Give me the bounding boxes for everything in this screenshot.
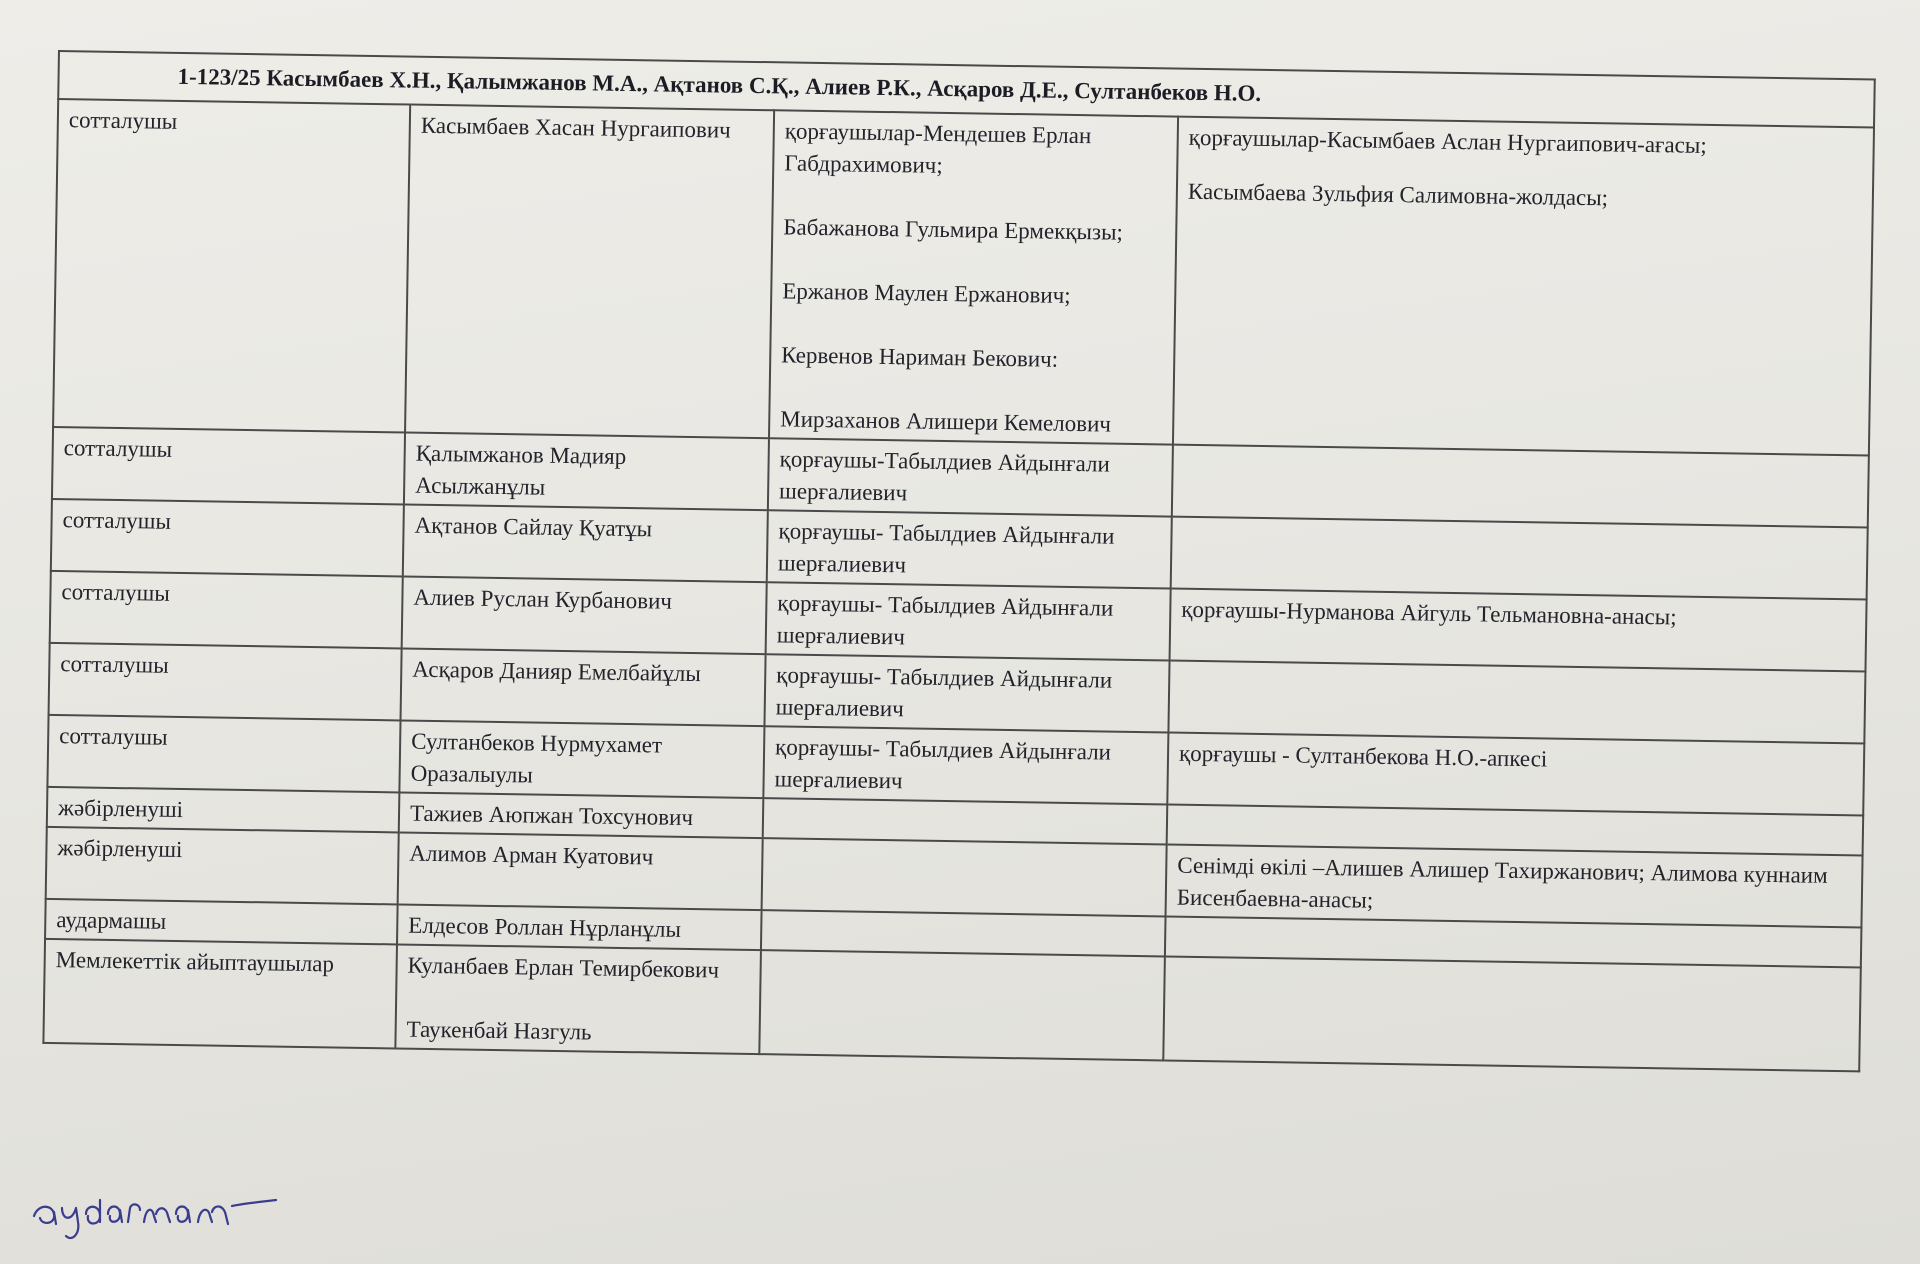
participant-role: сотталушы: [60, 651, 169, 678]
defender-entry: қорғаушы-Табылдиев Айдынғали шерғалиевич: [778, 446, 1110, 506]
defender-entry: Ержанов Маулен Ержанович;: [782, 278, 1071, 308]
defender-entry: қорғаушы- Табылдиев Айдынғали шерғалиевич: [776, 590, 1114, 650]
participant-role: сотталушы: [59, 723, 168, 750]
participant-role-cell: [50, 571, 403, 649]
participant-role: сотталушы: [61, 579, 171, 606]
participant-role: жәбірленуші: [57, 795, 184, 823]
defender-cell: [762, 838, 1167, 916]
participant-role: аудармашы: [56, 907, 167, 934]
participant-role-cell: [46, 827, 399, 905]
defender-cell: [769, 110, 1178, 444]
representative-entry: Сенімді өкілі –Алишев Алишер Тахиржанович; Алимова куннаим Бисенбаевна-анасы;: [1176, 852, 1828, 913]
participant-role-cell: [51, 499, 404, 577]
participant-name-cell: [399, 720, 764, 798]
participant-role: сотталушы: [62, 507, 172, 534]
defender-cell: [767, 510, 1172, 588]
participant-name: Асқаров Данияр Емелбайұлы: [412, 656, 702, 687]
participant-name: Султанбеков Нурмухамет Оразалыулы: [410, 728, 663, 788]
participant-name-cell: [399, 792, 764, 838]
document-sheet: [42, 50, 1875, 1072]
participant-role-cell: [49, 643, 402, 721]
participant-role-cell: [52, 427, 405, 505]
participants-table: [42, 98, 1875, 1072]
participant-name-cell: [405, 105, 774, 439]
representative-cell: [1163, 956, 1861, 1071]
participant-role-cell: [47, 715, 400, 793]
participant-role-cell: [47, 787, 400, 833]
participant-role-cell: [43, 939, 397, 1049]
defender-cell: [759, 950, 1165, 1060]
participant-name: Елдесов Роллан Нұрланұлы: [408, 912, 682, 942]
participant-role-cell: [53, 99, 410, 432]
participant-name: Касымбаев Хасан Нургаипович: [420, 112, 731, 143]
participant-role-cell: [45, 899, 398, 945]
defender-entry: қорғаушылар-Мендешев Ерлан Габдрахимович;: [784, 118, 1092, 178]
participant-name: Алиев Руслан Курбанович: [413, 584, 673, 614]
participant-name-cell: [398, 832, 763, 910]
defender-entry: қорғаушы- Табылдиев Айдынғали шерғалиевич: [774, 734, 1112, 794]
defender-entry: Кервенов Нариман Бекович:: [781, 342, 1059, 372]
representative-entry: Касымбаева Зульфия Салимовна-жолдасы;: [1187, 178, 1609, 211]
representative-cell: [1170, 589, 1867, 672]
participant-name: Куланбаев Ерлан Темирбекович: [407, 952, 720, 983]
representative-cell: [1172, 445, 1869, 528]
representative-entry: қорғаушы - Султанбекова Н.О.-апкесі: [1178, 740, 1548, 772]
participant-role: сотталушы: [63, 435, 173, 462]
participant-name-cell: [401, 648, 766, 726]
handwritten-signature-note: [28, 1174, 288, 1244]
participant-name-cell: [397, 904, 762, 950]
participant-name: Таукенбай Назгуль: [406, 1016, 592, 1045]
defender-entry: Бабажанова Гульмира Ермекқызы;: [783, 214, 1124, 245]
participant-name: Қалымжанов Мадияр Асылжанұлы: [415, 440, 627, 500]
defender-entry: Мирзаханов Алишери Кемелович: [780, 406, 1112, 437]
participant-name: Тажиев Аюпжан Тохсунович: [409, 800, 694, 831]
participant-name-cell: [402, 576, 767, 654]
participant-name-cell: [404, 432, 769, 510]
defender-cell: [761, 910, 1166, 956]
representative-entry: қорғаушы-Нурманова Айгуль Тельмановна-анасы;: [1181, 596, 1677, 630]
table-row: [53, 99, 1874, 455]
representative-entry: қорғаушылар-Касымбаев Аслан Нургаипович-ағасы;: [1188, 124, 1707, 158]
participant-name: Ақтанов Сайлау Қуатұы: [414, 512, 653, 542]
defender-cell: [764, 654, 1169, 732]
defender-entry: қорғаушы- Табылдиев Айдынғали шерғалиевич: [775, 662, 1113, 722]
participants-table-body: [43, 99, 1874, 1071]
participant-name: Алимов Арман Куатович: [409, 840, 654, 870]
defender-entry: қорғаушы- Табылдиев Айдынғали шерғалиевич: [777, 518, 1115, 578]
participant-role: жәбірленуші: [57, 835, 183, 863]
defender-cell: [766, 582, 1171, 660]
defender-cell: [763, 798, 1168, 844]
representative-cell: [1173, 117, 1874, 456]
participant-name-cell: [403, 504, 768, 582]
participant-role: сотталушы: [68, 107, 178, 134]
representative-cell: [1171, 517, 1868, 600]
representative-cell: [1167, 733, 1864, 816]
defender-cell: [763, 726, 1168, 804]
representative-cell: [1166, 845, 1863, 928]
defender-cell: [768, 438, 1173, 516]
participant-name-cell: [395, 944, 761, 1054]
case-title: 1-123/25 Касымбаев Х.Н., Қалымжанов М.А., Ақтанов С.Қ., Алиев Р.К., Асқаров Д.Е., Султанбеков Н.О.: [57, 50, 1876, 127]
participant-role: Мемлекеттік айыптаушылар: [55, 947, 335, 977]
representative-cell: [1168, 661, 1865, 744]
